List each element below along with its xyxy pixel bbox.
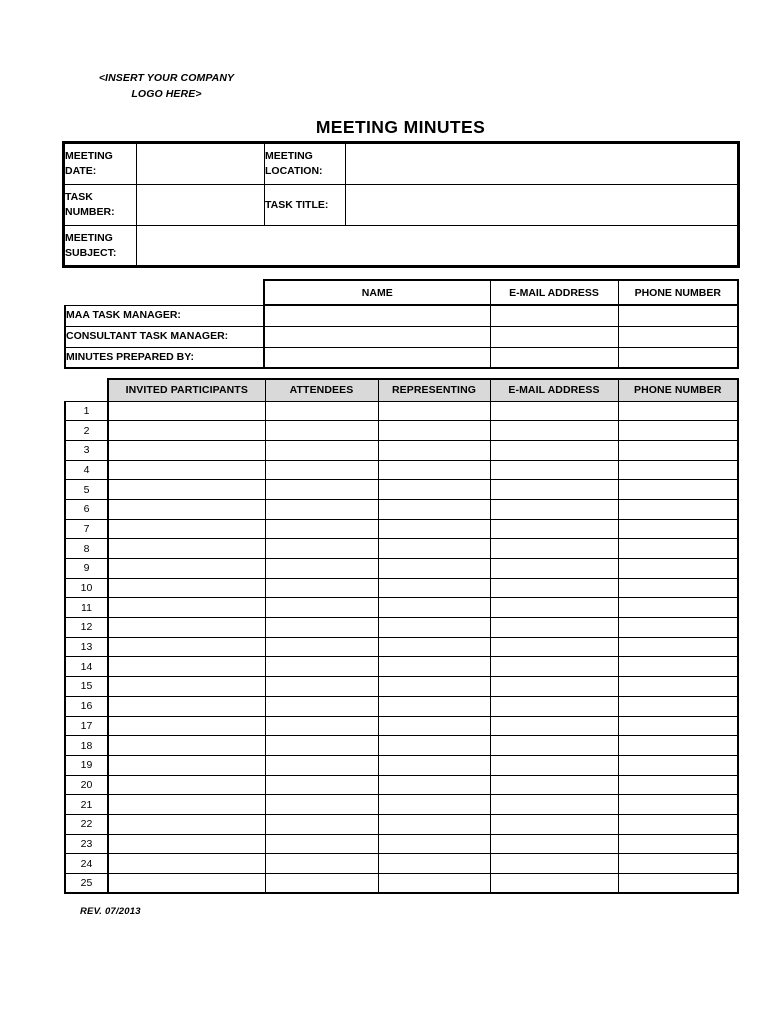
- task-title-value[interactable]: [346, 185, 738, 226]
- consultant-task-manager-name[interactable]: [264, 326, 490, 347]
- maa-task-manager-email[interactable]: [490, 305, 618, 326]
- table-row: [65, 539, 738, 559]
- revision-footer: REV. 07/2013: [80, 906, 141, 917]
- attendee-cell[interactable]: [265, 539, 378, 559]
- table-row: [65, 814, 738, 834]
- email-cell[interactable]: [490, 401, 618, 421]
- phone-cell[interactable]: [618, 716, 738, 736]
- phone-cell[interactable]: [618, 874, 738, 894]
- representing-cell[interactable]: [378, 637, 490, 657]
- representing-cell[interactable]: [378, 421, 490, 441]
- representing-cell[interactable]: [378, 814, 490, 834]
- representing-cell[interactable]: [378, 874, 490, 894]
- table-row: [65, 421, 738, 441]
- attendee-cell[interactable]: [265, 598, 378, 618]
- invited-participant-cell[interactable]: [108, 657, 265, 677]
- row-number: 14: [65, 657, 108, 677]
- row-number: 3: [65, 440, 108, 460]
- phone-cell[interactable]: [618, 834, 738, 854]
- maa-task-manager-label: MAA TASK MANAGER:: [65, 305, 264, 326]
- phone-cell[interactable]: [618, 499, 738, 519]
- row-number: 19: [65, 755, 108, 775]
- phone-cell[interactable]: [618, 755, 738, 775]
- phone-cell[interactable]: [618, 440, 738, 460]
- invited-participant-cell[interactable]: [108, 716, 265, 736]
- representing-cell[interactable]: [378, 519, 490, 539]
- company-logo-placeholder: [64, 70, 269, 102]
- representing-cell[interactable]: [378, 578, 490, 598]
- row-number: 20: [65, 775, 108, 795]
- invited-participant-cell[interactable]: [108, 696, 265, 716]
- phone-cell[interactable]: [618, 519, 738, 539]
- row-number: 8: [65, 539, 108, 559]
- managers-table: [64, 279, 739, 369]
- email-cell[interactable]: [490, 578, 618, 598]
- table-row: [65, 226, 738, 266]
- table-row: [65, 874, 738, 894]
- maa-task-manager-name[interactable]: [264, 305, 490, 326]
- email-cell[interactable]: [490, 519, 618, 539]
- email-cell[interactable]: [490, 440, 618, 460]
- invited-participant-cell[interactable]: [108, 736, 265, 756]
- representing-cell[interactable]: [378, 499, 490, 519]
- attendee-cell[interactable]: [265, 421, 378, 441]
- task-number-label: TASK NUMBER:: [65, 185, 137, 226]
- phone-cell[interactable]: [618, 775, 738, 795]
- email-cell[interactable]: [490, 677, 618, 697]
- invited-participant-cell[interactable]: [108, 637, 265, 657]
- invited-participant-cell[interactable]: [108, 775, 265, 795]
- table-row: [65, 854, 738, 874]
- phone-cell[interactable]: [618, 401, 738, 421]
- invited-participant-cell[interactable]: [108, 677, 265, 697]
- invited-participant-cell[interactable]: [108, 480, 265, 500]
- table-row: [65, 144, 738, 185]
- minutes-prepared-by-email[interactable]: [490, 347, 618, 368]
- invited-participant-cell[interactable]: [108, 814, 265, 834]
- attendee-cell[interactable]: [265, 499, 378, 519]
- row-number: 13: [65, 637, 108, 657]
- participants-header-row: [65, 379, 738, 401]
- attendee-cell[interactable]: [265, 874, 378, 894]
- invited-participant-cell[interactable]: [108, 874, 265, 894]
- phone-cell[interactable]: [618, 736, 738, 756]
- representing-cell[interactable]: [378, 677, 490, 697]
- email-cell[interactable]: [490, 499, 618, 519]
- phone-cell[interactable]: [618, 854, 738, 874]
- table-row: [65, 347, 738, 368]
- email-cell[interactable]: [490, 559, 618, 579]
- representing-cell[interactable]: [378, 559, 490, 579]
- table-row: [65, 736, 738, 756]
- row-number: 10: [65, 578, 108, 598]
- phone-cell[interactable]: [618, 814, 738, 834]
- representing-cell[interactable]: [378, 460, 490, 480]
- email-cell[interactable]: [490, 657, 618, 677]
- meeting-date-label: MEETING DATE:: [65, 144, 137, 185]
- task-title-label: TASK TITLE:: [265, 185, 346, 226]
- email-cell[interactable]: [490, 736, 618, 756]
- table-row: [65, 578, 738, 598]
- table-row: [65, 657, 738, 677]
- managers-header-row: [65, 280, 738, 305]
- invited-participant-cell[interactable]: [108, 559, 265, 579]
- representing-cell[interactable]: [378, 834, 490, 854]
- phone-cell[interactable]: [618, 795, 738, 815]
- email-cell[interactable]: [490, 637, 618, 657]
- column-header-invited-participants: INVITED PARTICIPANTS: [108, 379, 265, 401]
- invited-participant-cell[interactable]: [108, 401, 265, 421]
- table-row: [65, 696, 738, 716]
- column-header-representing: REPRESENTING: [378, 379, 490, 401]
- invited-participant-cell[interactable]: [108, 440, 265, 460]
- phone-cell[interactable]: [618, 480, 738, 500]
- invited-participant-cell[interactable]: [108, 618, 265, 638]
- page-title: MEETING MINUTES: [315, 117, 486, 137]
- representing-cell[interactable]: [378, 775, 490, 795]
- table-row: [65, 185, 738, 226]
- email-cell[interactable]: [490, 421, 618, 441]
- representing-cell[interactable]: [378, 440, 490, 460]
- attendee-cell[interactable]: [265, 716, 378, 736]
- table-row: [65, 559, 738, 579]
- attendee-cell[interactable]: [265, 795, 378, 815]
- phone-cell[interactable]: [618, 696, 738, 716]
- representing-cell[interactable]: [378, 854, 490, 874]
- invited-participant-cell[interactable]: [108, 499, 265, 519]
- attendee-cell[interactable]: [265, 618, 378, 638]
- table-row: [65, 305, 738, 326]
- table-row: [65, 677, 738, 697]
- representing-cell[interactable]: [378, 657, 490, 677]
- meeting-info-table: [64, 143, 738, 266]
- row-number: 25: [65, 874, 108, 894]
- row-number: 1: [65, 401, 108, 421]
- attendee-cell[interactable]: [265, 440, 378, 460]
- consultant-task-manager-label: CONSULTANT TASK MANAGER:: [65, 326, 264, 347]
- attendee-cell[interactable]: [265, 677, 378, 697]
- row-number: 17: [65, 716, 108, 736]
- invited-participant-cell[interactable]: [108, 795, 265, 815]
- row-number: 15: [65, 677, 108, 697]
- email-cell[interactable]: [490, 755, 618, 775]
- email-cell[interactable]: [490, 834, 618, 854]
- table-row: [65, 519, 738, 539]
- phone-cell[interactable]: [618, 539, 738, 559]
- attendee-cell[interactable]: [265, 578, 378, 598]
- table-row: [65, 480, 738, 500]
- meeting-location-value[interactable]: [346, 144, 738, 185]
- table-row: [65, 326, 738, 347]
- minutes-prepared-by-name[interactable]: [264, 347, 490, 368]
- email-cell[interactable]: [490, 874, 618, 894]
- row-number: 18: [65, 736, 108, 756]
- invited-participant-cell[interactable]: [108, 598, 265, 618]
- attendee-cell[interactable]: [265, 657, 378, 677]
- column-header-email: E-MAIL ADDRESS: [490, 379, 618, 401]
- row-number: 9: [65, 559, 108, 579]
- table-row: [65, 834, 738, 854]
- representing-cell[interactable]: [378, 716, 490, 736]
- email-cell[interactable]: [490, 618, 618, 638]
- email-cell[interactable]: [490, 716, 618, 736]
- column-header-email: E-MAIL ADDRESS: [490, 280, 618, 305]
- attendee-cell[interactable]: [265, 637, 378, 657]
- phone-cell[interactable]: [618, 637, 738, 657]
- email-cell[interactable]: [490, 460, 618, 480]
- meeting-date-value[interactable]: [137, 144, 265, 185]
- email-cell[interactable]: [490, 598, 618, 618]
- row-number: 6: [65, 499, 108, 519]
- attendee-cell[interactable]: [265, 834, 378, 854]
- column-header-name: NAME: [264, 280, 490, 305]
- representing-cell[interactable]: [378, 598, 490, 618]
- table-row: [65, 775, 738, 795]
- meeting-subject-label: MEETING SUBJECT:: [65, 226, 137, 266]
- table-row: [65, 440, 738, 460]
- consultant-task-manager-phone[interactable]: [618, 326, 738, 347]
- attendee-cell[interactable]: [265, 755, 378, 775]
- meeting-location-label: MEETING LOCATION:: [265, 144, 346, 185]
- attendee-cell[interactable]: [265, 814, 378, 834]
- minutes-prepared-by-phone[interactable]: [618, 347, 738, 368]
- managers-header-corner: [65, 280, 264, 305]
- row-number: 2: [65, 421, 108, 441]
- participants-table: [64, 378, 739, 894]
- representing-cell[interactable]: [378, 539, 490, 559]
- email-cell[interactable]: [490, 775, 618, 795]
- table-row: [65, 755, 738, 775]
- column-header-phone: PHONE NUMBER: [618, 280, 738, 305]
- phone-cell[interactable]: [618, 578, 738, 598]
- attendee-cell[interactable]: [265, 480, 378, 500]
- row-number: 21: [65, 795, 108, 815]
- attendee-cell[interactable]: [265, 775, 378, 795]
- table-row: [65, 598, 738, 618]
- attendee-cell[interactable]: [265, 460, 378, 480]
- representing-cell[interactable]: [378, 795, 490, 815]
- representing-cell[interactable]: [378, 401, 490, 421]
- email-cell[interactable]: [490, 795, 618, 815]
- representing-cell[interactable]: [378, 618, 490, 638]
- phone-cell[interactable]: [618, 618, 738, 638]
- email-cell[interactable]: [490, 814, 618, 834]
- invited-participant-cell[interactable]: [108, 834, 265, 854]
- invited-participant-cell[interactable]: [108, 539, 265, 559]
- row-number: 5: [65, 480, 108, 500]
- invited-participant-cell[interactable]: [108, 421, 265, 441]
- attendee-cell[interactable]: [265, 401, 378, 421]
- invited-participant-cell[interactable]: [108, 460, 265, 480]
- invited-participant-cell[interactable]: [108, 519, 265, 539]
- table-row: [65, 499, 738, 519]
- consultant-task-manager-email[interactable]: [490, 326, 618, 347]
- row-number: 24: [65, 854, 108, 874]
- representing-cell[interactable]: [378, 480, 490, 500]
- minutes-prepared-by-label: MINUTES PREPARED BY:: [65, 347, 264, 368]
- row-number: 22: [65, 814, 108, 834]
- email-cell[interactable]: [490, 539, 618, 559]
- logo-placeholder-line-1: <INSERT YOUR COMPANY: [98, 72, 235, 84]
- attendee-cell[interactable]: [265, 854, 378, 874]
- attendee-cell[interactable]: [265, 736, 378, 756]
- invited-participant-cell[interactable]: [108, 578, 265, 598]
- table-row: [65, 460, 738, 480]
- row-number: 11: [65, 598, 108, 618]
- representing-cell[interactable]: [378, 736, 490, 756]
- column-header-attendees: ATTENDEES: [265, 379, 378, 401]
- phone-cell[interactable]: [618, 598, 738, 618]
- row-number: 16: [65, 696, 108, 716]
- phone-cell[interactable]: [618, 677, 738, 697]
- logo-placeholder-line-2: LOGO HERE>: [131, 88, 202, 100]
- maa-task-manager-phone[interactable]: [618, 305, 738, 326]
- representing-cell[interactable]: [378, 755, 490, 775]
- email-cell[interactable]: [490, 696, 618, 716]
- table-row: [65, 795, 738, 815]
- attendee-cell[interactable]: [265, 559, 378, 579]
- meeting-subject-value[interactable]: [137, 226, 738, 266]
- column-header-phone: PHONE NUMBER: [618, 379, 738, 401]
- attendee-cell[interactable]: [265, 696, 378, 716]
- table-row: [65, 618, 738, 638]
- row-number: 23: [65, 834, 108, 854]
- table-row: [65, 637, 738, 657]
- representing-cell[interactable]: [378, 696, 490, 716]
- attendee-cell[interactable]: [265, 519, 378, 539]
- phone-cell[interactable]: [618, 460, 738, 480]
- table-row: [65, 401, 738, 421]
- phone-cell[interactable]: [618, 559, 738, 579]
- participants-header-corner: [65, 379, 108, 401]
- email-cell[interactable]: [490, 854, 618, 874]
- invited-participant-cell[interactable]: [108, 854, 265, 874]
- phone-cell[interactable]: [618, 421, 738, 441]
- invited-participant-cell[interactable]: [108, 755, 265, 775]
- row-number: 12: [65, 618, 108, 638]
- row-number: 7: [65, 519, 108, 539]
- phone-cell[interactable]: [618, 657, 738, 677]
- table-row: [65, 716, 738, 736]
- row-number: 4: [65, 460, 108, 480]
- task-number-value[interactable]: [137, 185, 265, 226]
- email-cell[interactable]: [490, 480, 618, 500]
